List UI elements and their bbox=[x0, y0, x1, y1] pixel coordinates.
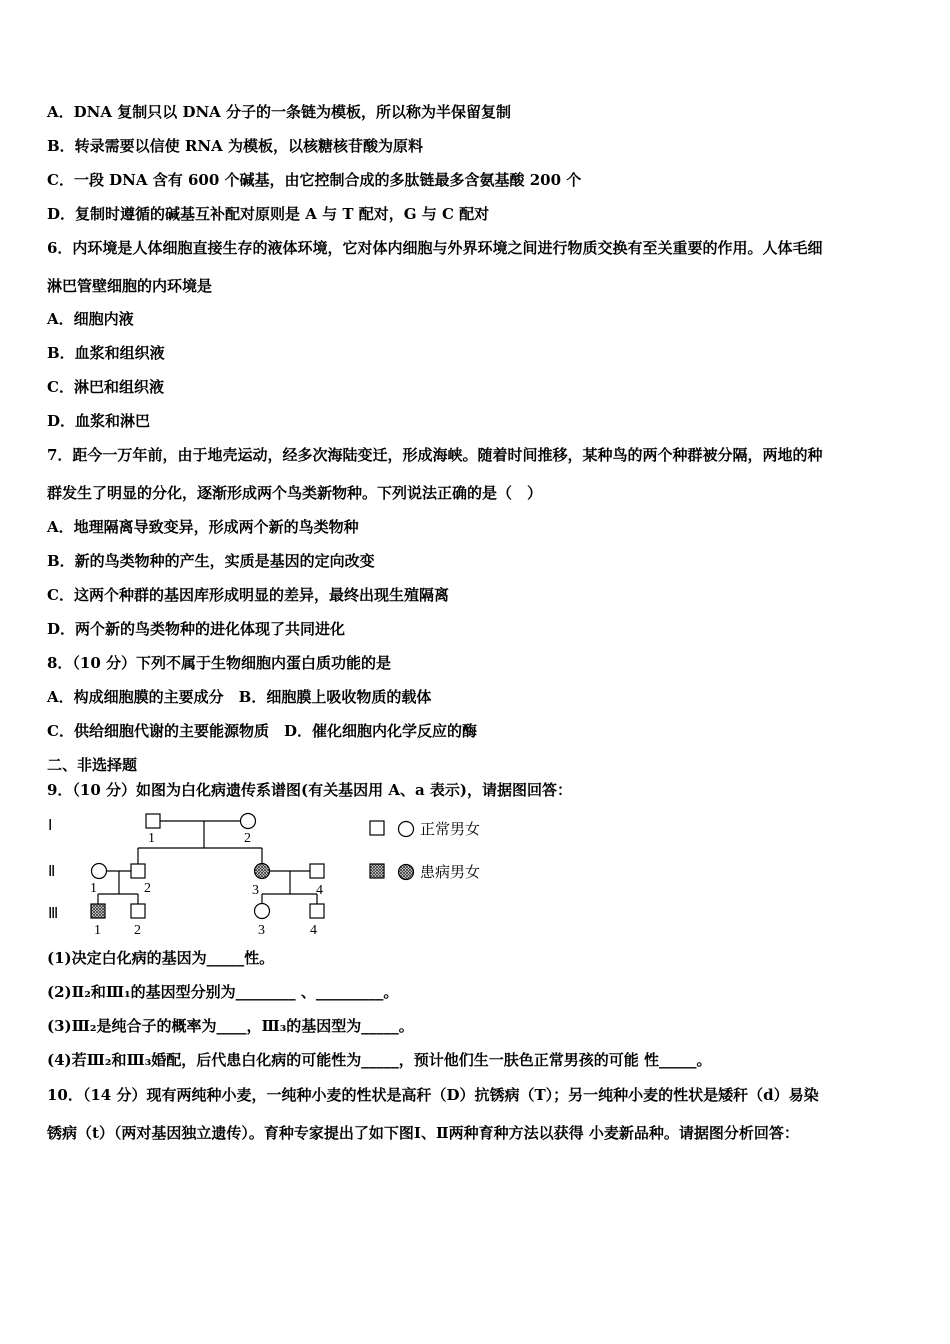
q6-stem-line2: 淋巴管壁细胞的内环境是 bbox=[47, 277, 213, 295]
legend-affected-female-icon bbox=[399, 865, 414, 880]
q5-option-a: A．DNA 复制只以 DNA 分子的一条链为模板，所以称为半保留复制 bbox=[47, 103, 512, 121]
q6-option-d: D．血浆和淋巴 bbox=[47, 412, 151, 430]
q10-stem-line2: 锈病（t）（两对基因独立遗传）。育种专家提出了如下图Ⅰ、Ⅱ两种育种方法以获得 小麦新品种。请据图分析回答： bbox=[47, 1124, 799, 1142]
q8-options-cd: C．供给细胞代谢的主要能源物质 D．催化细胞内化学反应的酶 bbox=[47, 722, 477, 740]
pedigree-iii2-male bbox=[131, 904, 145, 918]
pedigree-ii3-affected-female bbox=[255, 864, 270, 879]
section-heading: 二、非选择题 bbox=[47, 756, 138, 774]
q6-option-a: A．细胞内液 bbox=[47, 310, 134, 328]
label-ii4: 4 bbox=[316, 883, 323, 898]
q9-sub2: (2)Ⅱ₂和Ⅲ₁的基因型分别为________ 、_________。 bbox=[47, 983, 399, 1001]
q9-stem: 9．（10 分）如图为白化病遗传系谱图(有关基因用 A、a 表示)，请据图回答： bbox=[47, 781, 573, 799]
q8-stem: 8．（10 分）下列不属于生物细胞内蛋白质功能的是 bbox=[47, 654, 392, 672]
q7-stem-line2: 群发生了明显的分化，逐渐形成两个鸟类新物种。下列说法正确的是（ ） bbox=[47, 484, 543, 502]
legend-normal-female-icon bbox=[399, 822, 414, 837]
legend-affected-label: 患病男女 bbox=[420, 865, 481, 881]
q9-sub4: (4)若Ⅲ₂和Ⅲ₃婚配，后代患白化病的可能性为_____，预计他们生一肤色正常男孩的可能 性_____。 bbox=[47, 1051, 712, 1069]
pedigree-i2-female bbox=[241, 814, 256, 829]
pedigree-ii2-male bbox=[131, 864, 145, 878]
q9-sub1: (1)决定白化病的基因为_____性。 bbox=[47, 949, 275, 967]
q7-option-b: B．新的鸟类物种的产生，实质是基因的定向改变 bbox=[47, 552, 375, 570]
q5-option-d: D．复制时遵循的碱基互补配对原则是 A 与 T 配对，G 与 C 配对 bbox=[47, 205, 490, 223]
pedigree-iii3-female bbox=[255, 904, 270, 919]
label-iii1: 1 bbox=[94, 923, 101, 938]
label-ii1: 1 bbox=[90, 881, 97, 896]
pedigree-ii4-male bbox=[310, 864, 324, 878]
pedigree-i1-male bbox=[146, 814, 160, 828]
q7-option-c: C．这两个种群的基因库形成明显的差异，最终出现生殖隔离 bbox=[47, 586, 449, 604]
q6-option-c: C．淋巴和组织液 bbox=[47, 378, 164, 396]
label-ii3: 3 bbox=[252, 883, 259, 898]
q5-option-b: B．转录需要以信使 RNA 为模板，以核糖核苷酸为原料 bbox=[47, 137, 423, 155]
legend-normal-label: 正常男女 bbox=[420, 822, 481, 838]
q6-stem-line1: 6．内环境是人体细胞直接生存的液体环境，它对体内细胞与外界环境之间进行物质交换有至关重要的作用。人体毛细 bbox=[47, 239, 823, 257]
label-iii4: 4 bbox=[310, 923, 317, 938]
generation-label-ii: Ⅱ bbox=[48, 864, 56, 880]
q7-option-d: D．两个新的鸟类物种的进化体现了共同进化 bbox=[47, 620, 346, 638]
q10-stem-line1: 10．（14 分）现有两纯种小麦，一纯种小麦的性状是高秆（D）抗锈病（T）；另一纯种小麦的性状是矮秆（d）易染 bbox=[47, 1086, 819, 1104]
pedigree-ii1-female bbox=[92, 864, 107, 879]
q8-options-ab: A．构成细胞膜的主要成分 B．细胞膜上吸收物质的载体 bbox=[47, 688, 432, 706]
pedigree-iii4-male bbox=[310, 904, 324, 918]
legend-affected-male-icon bbox=[370, 864, 384, 878]
legend-normal-male-icon bbox=[370, 821, 384, 835]
label-i1: 1 bbox=[148, 831, 155, 846]
q9-sub3: (3)Ⅲ₂是纯合子的概率为____，Ⅲ₃的基因型为_____。 bbox=[47, 1017, 414, 1035]
label-iii3: 3 bbox=[258, 923, 265, 938]
pedigree-iii1-affected-male bbox=[91, 904, 105, 918]
q7-option-a: A．地理隔离导致变异，形成两个新的鸟类物种 bbox=[47, 518, 359, 536]
label-i2: 2 bbox=[244, 831, 251, 846]
q5-option-c: C．一段 DNA 含有 600 个碱基，由它控制合成的多肽链最多含氨基酸 200 个 bbox=[47, 171, 582, 189]
label-iii2: 2 bbox=[134, 923, 141, 938]
generation-label-iii: Ⅲ bbox=[48, 906, 59, 922]
q7-stem-line1: 7．距今一万年前，由于地壳运动，经多次海陆变迁，形成海峡。随着时间推移，某种鸟的两个种群被分隔，两地的种 bbox=[47, 446, 823, 464]
pedigree-legend bbox=[368, 819, 528, 883]
q6-option-b: B．血浆和组织液 bbox=[47, 344, 165, 362]
label-ii2: 2 bbox=[144, 881, 151, 896]
generation-label-i: Ⅰ bbox=[48, 818, 53, 834]
